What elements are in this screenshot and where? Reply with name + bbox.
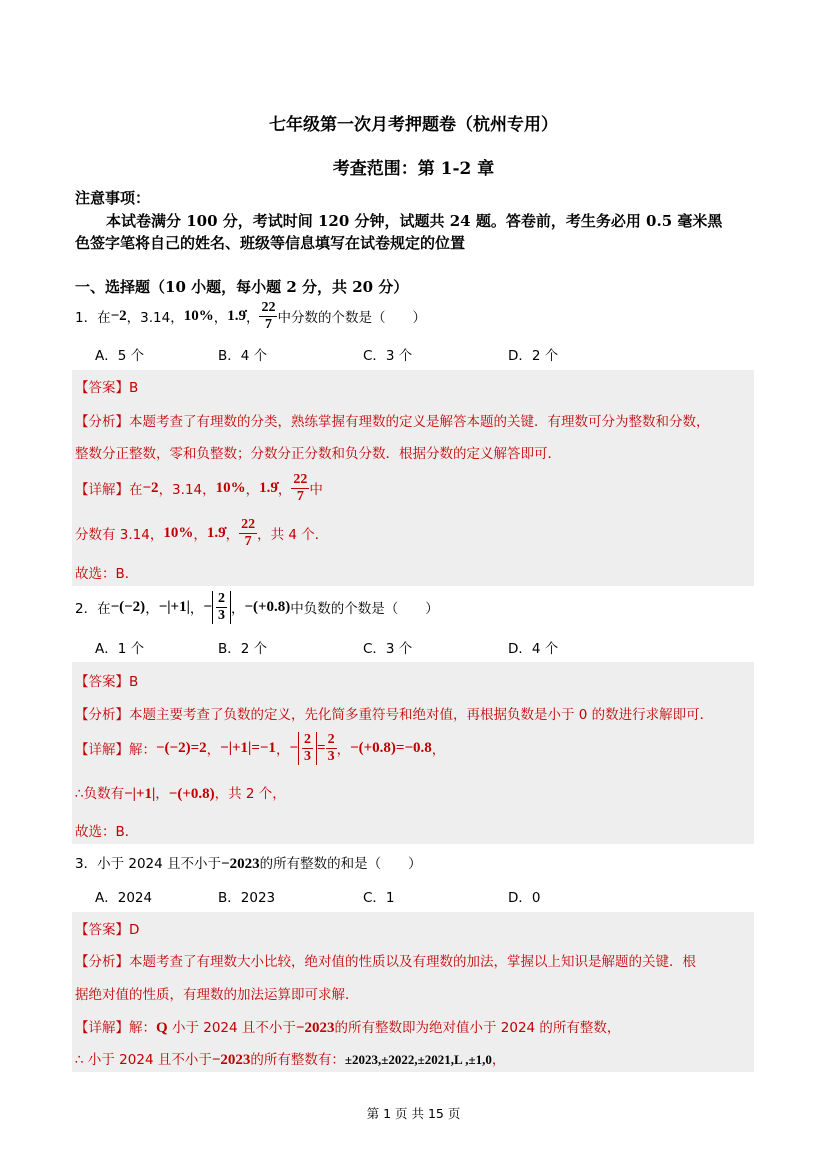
question-2-suffix: 中负数的个数是（ ） — [290, 601, 439, 617]
q2-option-c: C．3 个 — [363, 641, 413, 657]
q1-detail-sep-2: ， — [245, 482, 260, 498]
q3-option-a: A．2024 — [95, 890, 153, 906]
q1-sep-3: ， — [245, 310, 260, 326]
q2-minus-sign: − — [203, 598, 212, 615]
q2-detail-line-1 — [75, 730, 445, 766]
q3-analysis-line-1: 【分析】本题考查了有理数大小比较，绝对值的性质以及有理数的加法，掌握以上知识是解题的关键．根 — [75, 954, 696, 970]
q1-fraction-numerator: 22 — [261, 299, 276, 315]
q2-detail-sep-4: ， — [431, 742, 446, 758]
q1-detail2-sep-2: ， — [193, 527, 207, 543]
q2-absolute-value — [212, 591, 231, 624]
q2-answer: 【答案】B — [75, 674, 139, 690]
q2-math-2: −|+1| — [158, 598, 190, 615]
q2-detail-absolute-value — [298, 732, 317, 765]
page-subtitle: 考查范围：第 1-2 章 — [332, 159, 495, 179]
q2-detail2-suffix: ，共 2 个， — [214, 786, 286, 802]
q1-analysis-line-1: 【分析】本题考查了有理数的分类，熟练掌握有理数的定义是解答本题的关键．有理数可分为整数和分数， — [75, 414, 710, 430]
page-footer: 第 1 页 共 15 页 — [366, 1106, 461, 1121]
q1-detail-sep-3: ， — [277, 482, 292, 498]
q2-detail-sep-2: ， — [275, 742, 290, 758]
q2-detail2-sep: ， — [155, 786, 169, 802]
q1-detail2-prefix: 分数有 3.14， — [75, 527, 164, 543]
q3-answer: 【答案】D — [75, 922, 140, 938]
q2-detail-equals: = — [317, 739, 326, 756]
q1-option-a: A．5 个 — [95, 348, 145, 364]
question-1 — [75, 298, 426, 334]
q3-option-c: C．1 — [363, 890, 395, 906]
q2-detail-result-numerator: 2 — [327, 731, 335, 747]
question-2 — [75, 589, 439, 625]
q1-detail-prefix: 【详解】在 — [75, 482, 143, 498]
q1-math-10pct: 10% — [183, 307, 214, 324]
q2-option-b: B．2 个 — [218, 641, 268, 657]
q3-detail2-math: −2023 — [211, 1052, 251, 1068]
q3-detail2-d: ， — [491, 1052, 506, 1068]
q1-answer: 【答案】B — [75, 380, 139, 396]
q2-detail-minus: − — [289, 739, 298, 756]
q2-sep-1: ， — [145, 601, 159, 617]
q2-detail-fraction-numerator: 2 — [304, 731, 311, 747]
q1-detail2-sep-3: ， — [225, 527, 240, 543]
notice-line-2: 色签字笔将自己的姓名、班级等信息填写在试卷规定的位置 — [75, 234, 466, 252]
q1-sep-2: ， — [213, 310, 228, 326]
q2-detail-result-denominator: 3 — [327, 748, 335, 764]
q1-detail-fraction-numerator: 22 — [293, 471, 308, 487]
q1-detail-line-2 — [75, 515, 328, 551]
q1-detail-sep-1: ，3.14， — [158, 482, 216, 498]
q2-fraction-numerator: 2 — [217, 590, 225, 606]
question-3-prefix: 3．小于 2024 且不小于 — [75, 856, 222, 872]
question-1-suffix: 中分数的个数是（ ） — [277, 310, 426, 326]
q2-sep-3: ， — [230, 601, 245, 617]
q2-fraction — [216, 591, 227, 624]
q3-math-1: −2023 — [221, 856, 260, 872]
q1-option-c: C．3 个 — [363, 348, 413, 364]
q3-detail2-list: ±2023,±2022,±2021,L ,±1,0 — [344, 1052, 492, 1067]
q2-detail-line-2 — [75, 782, 286, 803]
q1-detail-fraction-denominator: 7 — [296, 488, 304, 504]
q1-detail-neg2: −2 — [142, 479, 159, 496]
q2-fraction-denominator: 3 — [217, 607, 225, 623]
question-1-prefix: 1．在 — [75, 310, 111, 326]
q2-detail-sep-1: ， — [206, 742, 221, 758]
q2-detail-sep-3: ， — [336, 742, 351, 758]
q3-detail2-b: 的所有整数有： — [250, 1052, 345, 1068]
q2-detail-eq-4: −(+0.8)=−0.8 — [350, 739, 432, 756]
q1-fraction — [259, 300, 277, 333]
q2-analysis: 【分析】本题主要考查了负数的定义，先化简多重符号和绝对值，再根据负数是小于 0 的数进行求解即可． — [75, 707, 714, 723]
q2-option-d: D．4 个 — [508, 641, 559, 657]
q1-detail-repeating: 1.9̇ — [259, 479, 278, 496]
q1-math-neg2: −2 — [110, 307, 127, 324]
q2-detail-result-fraction — [326, 732, 337, 765]
q2-option-a: A．1 个 — [95, 641, 145, 657]
q1-detail-suffix: 中 — [309, 482, 323, 498]
q1-choose: 故选：B． — [75, 566, 139, 582]
q1-detail2-10pct: 10% — [163, 524, 194, 541]
q1-fraction-denominator: 7 — [264, 316, 272, 332]
q2-detail-eq-2: −|+1|=−1 — [220, 739, 276, 756]
q1-detail2-fraction-numerator: 22 — [241, 516, 256, 532]
q2-detail2-math-1: −|+1| — [124, 786, 156, 802]
q3-detail1-a: 【详解】解： — [75, 1020, 156, 1036]
q3-detail1-b: 小于 2024 且不小于 — [167, 1020, 296, 1036]
q3-detail-line-2 — [75, 1048, 505, 1069]
q1-math-repeating: 1.9̇ — [227, 307, 246, 324]
q1-analysis-line-2: 整数分正整数，零和负整数；分数分正分数和负分数．根据分数的定义解答即可． — [75, 446, 561, 462]
q2-detail-prefix: 【详解】解： — [75, 742, 156, 758]
question-2-prefix: 2．在 — [75, 601, 111, 617]
q3-detail2-a: ∴ 小于 2024 且不小于 — [75, 1052, 212, 1068]
question-3 — [75, 852, 422, 873]
q1-detail-10pct: 10% — [215, 479, 246, 496]
question-3-suffix: 的所有整数的和是（ ） — [259, 856, 422, 872]
q3-detail1-math: −2023 — [295, 1020, 335, 1036]
q2-sep-2: ， — [189, 601, 204, 617]
q2-math-1: −(−2) — [110, 598, 146, 615]
section-heading: 一、选择题（10 小题，每小题 2 分，共 20 分） — [75, 278, 409, 296]
q1-detail2-suffix: ，共 4 个． — [257, 527, 329, 543]
q2-choose: 故选：B． — [75, 824, 139, 840]
q1-detail2-fraction-denominator: 7 — [244, 533, 252, 549]
notice-heading: 注意事项： — [75, 189, 151, 207]
notice-line-1: 本试卷满分 100 分，考试时间 120 分钟，试题共 24 题。答卷前，考生务必用 0.5 毫米黑 — [106, 212, 723, 230]
q3-detail1-c: 的所有整数即为绝对值小于 2024 的所有整数， — [334, 1020, 621, 1036]
q1-detail-line-1 — [75, 470, 323, 506]
q2-math-4: −(+0.8) — [244, 598, 291, 615]
page-title: 七年级第一次月考押题卷（杭州专用） — [269, 115, 558, 135]
q2-detail2-prefix: ∴负数有 — [75, 786, 125, 802]
q2-detail2-math-2: −(+0.8) — [168, 786, 215, 802]
q2-detail-eq-1: −(−2)=2 — [156, 739, 207, 756]
q1-detail2-repeating: 1.9̇ — [206, 524, 226, 541]
q3-analysis-line-2: 据绝对值的性质，有理数的加法运算即可求解． — [75, 987, 359, 1003]
q1-detail2-fraction — [239, 517, 257, 550]
q3-detail-line-1 — [75, 1016, 620, 1037]
q1-option-d: D．2 个 — [508, 348, 559, 364]
q3-option-b: B．2023 — [218, 890, 276, 906]
q2-detail-fraction — [302, 732, 313, 765]
q3-option-d: D．0 — [508, 890, 541, 906]
q2-detail-fraction-denominator: 3 — [304, 748, 311, 764]
q1-option-b: B．4 个 — [218, 348, 268, 364]
q3-detail1-q: Q — [156, 1020, 168, 1036]
q1-sep-1: ，3.14， — [126, 310, 184, 326]
q1-detail-fraction — [291, 472, 309, 505]
